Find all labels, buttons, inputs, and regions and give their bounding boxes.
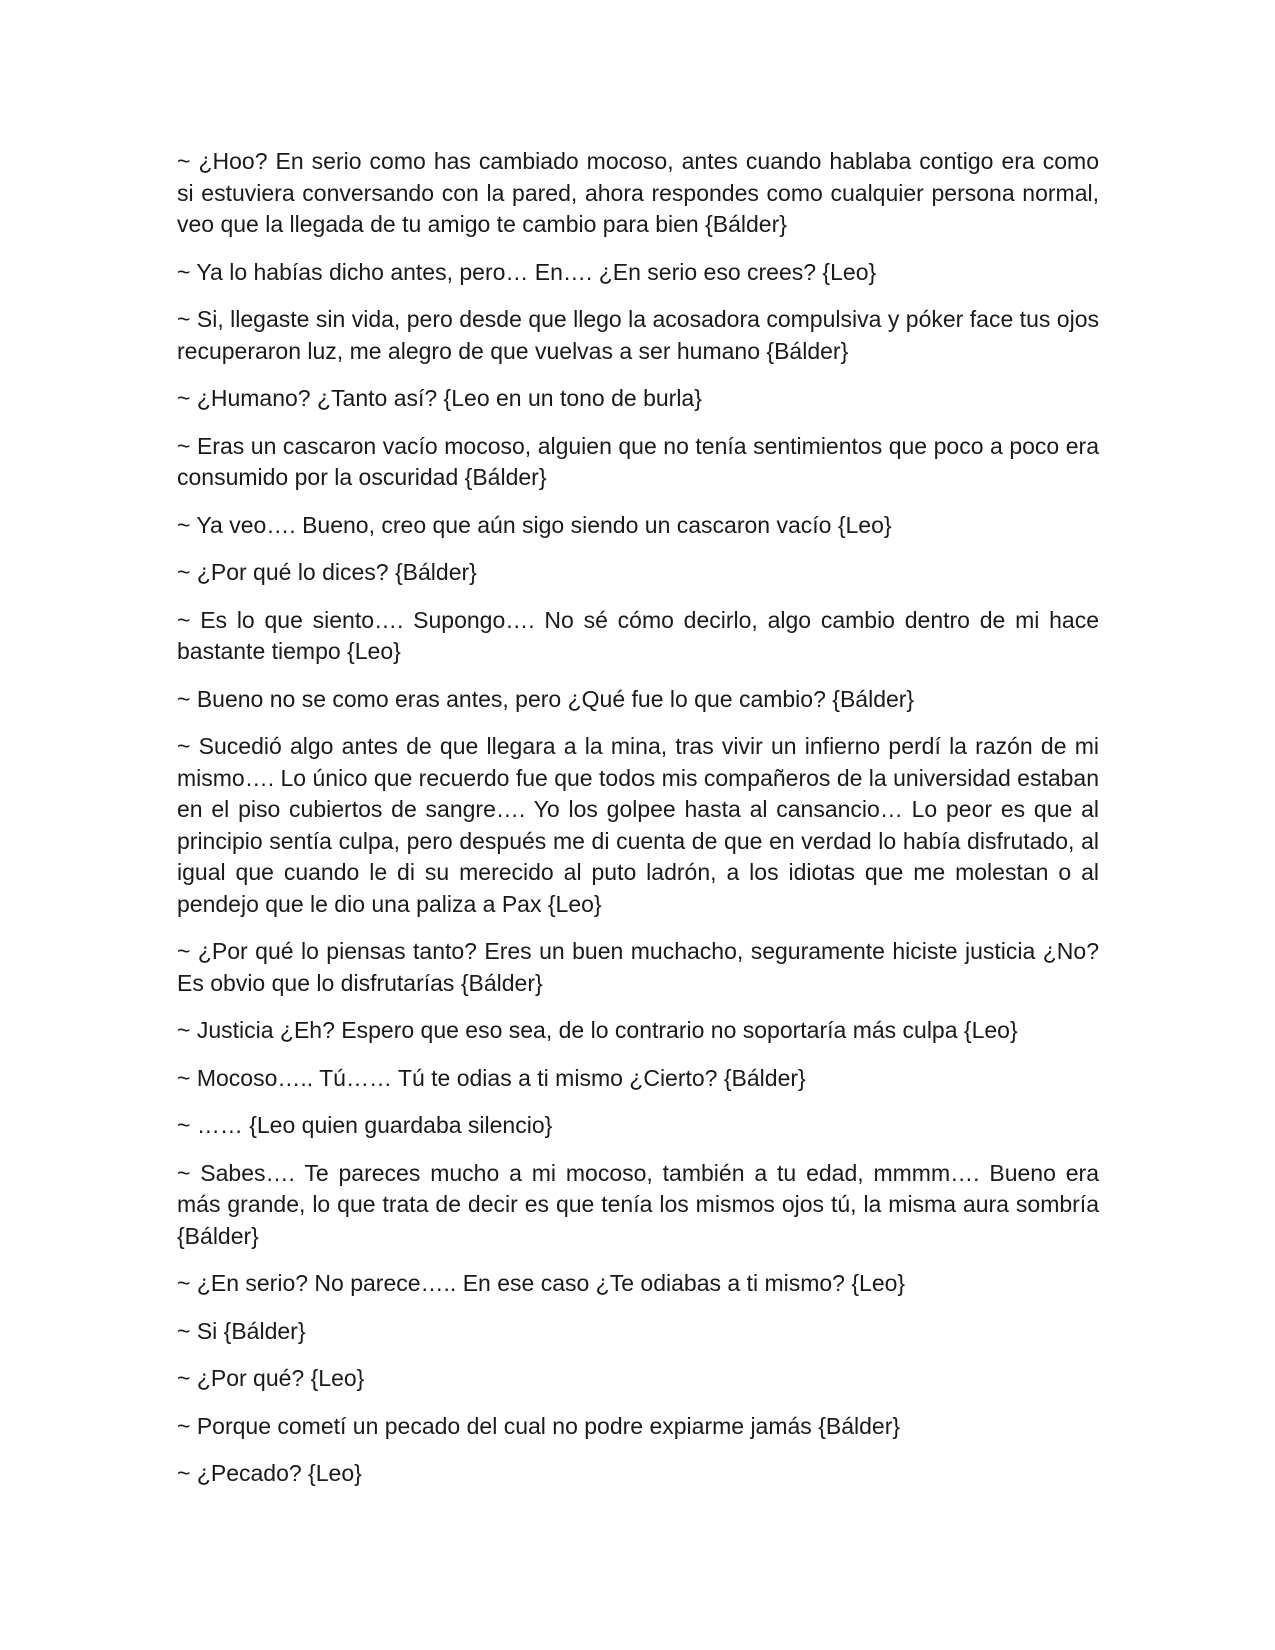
dialogue-paragraph: ~ …… {Leo quien guardaba silencio}: [177, 1112, 553, 1138]
dialogue-paragraph: ~ Si {Bálder}: [177, 1317, 306, 1344]
dialogue-paragraph: ~ Porque cometí un pecado del cual no podre expiarme jamás {Bálder}: [177, 1412, 901, 1439]
dialogue-paragraph: ~ ¿Pecado? {Leo}: [177, 1460, 362, 1486]
dialogue-paragraph: ~ Eras un cascaron vacío mocoso, alguien que no tenía sentimientos que poco a poco era consumido por la oscuridad {Bálder}: [177, 432, 1099, 490]
dialogue-text: [177, 146, 1099, 1506]
dialogue-paragraph: ~ Justicia ¿Eh? Espero que eso sea, de lo contrario no soportaría más culpa {Leo}: [177, 1017, 1018, 1043]
dialogue-paragraph: ~ Ya lo habías dicho antes, pero… En…. ¿En serio eso crees? {Leo}: [177, 258, 877, 285]
dialogue-paragraph: ~ Ya veo…. Bueno, creo que aún sigo siendo un cascaron vacío {Leo}: [177, 511, 892, 538]
dialogue-paragraph: ~ Sucedió algo antes de que llegara a la mina, tras vivir un infierno perdí la razón de mi mismo…. Lo único que recuerdo fue que todos mis compañeros de la universidad estaban en el piso cubiertos de sangre…. Yo los golpee hasta al cansancio… Lo peor es que al principio sentía culpa, pero después me di cuenta de que en verdad lo había disfrutado, al igual que cuando le di su merecido al puto ladrón, a los idiotas que me molestan o al pendejo que le dio una paliza a Pax {Leo}: [177, 733, 1099, 917]
dialogue-paragraph: ~ Mocoso….. Tú…… Tú te odias a ti mismo ¿Cierto? {Bálder}: [177, 1064, 806, 1091]
dialogue-paragraph: ~ Bueno no se como eras antes, pero ¿Qué fue lo que cambio? {Bálder}: [177, 685, 915, 712]
dialogue-paragraph: ~ ¿En serio? No parece….. En ese caso ¿Te odiabas a ti mismo? {Leo}: [177, 1270, 906, 1296]
dialogue-paragraph: ~ ¿Por qué? {Leo}: [177, 1365, 365, 1391]
dialogue-paragraph: ~ Es lo que siento…. Supongo…. No sé cómo decirlo, algo cambio dentro de mi hace bastante tiempo {Leo}: [177, 606, 1099, 664]
dialogue-paragraph: ~ ¿Hoo? En serio como has cambiado mocoso, antes cuando hablaba contigo era como si estuviera conversando con la pared, ahora respondes como cualquier persona normal, veo que la llegada de tu amigo te cambio para bien {Bálder}: [177, 148, 1099, 237]
dialogue-paragraph: ~ Si, llegaste sin vida, pero desde que llego la acosadora compulsiva y póker face tus ojos recuperaron luz, me alegro de que vuelvas a ser humano {Bálder}: [177, 306, 1099, 364]
dialogue-paragraph: ~ ¿Por qué lo piensas tanto? Eres un buen muchacho, seguramente hiciste justicia ¿No? Es obvio que lo disfrutarías {Bálder}: [177, 938, 1099, 996]
dialogue-paragraph: ~ ¿Humano? ¿Tanto así? {Leo en un tono de burla}: [177, 385, 702, 411]
dialogue-paragraph: ~ ¿Por qué lo dices? {Bálder}: [177, 559, 477, 585]
dialogue-paragraph: ~ Sabes…. Te pareces mucho a mi mocoso, también a tu edad, mmmm…. Bueno era más grande, lo que trata de decir es que tenía los mismos ojos tú, la misma aura sombría {Bálder}: [177, 1159, 1099, 1249]
